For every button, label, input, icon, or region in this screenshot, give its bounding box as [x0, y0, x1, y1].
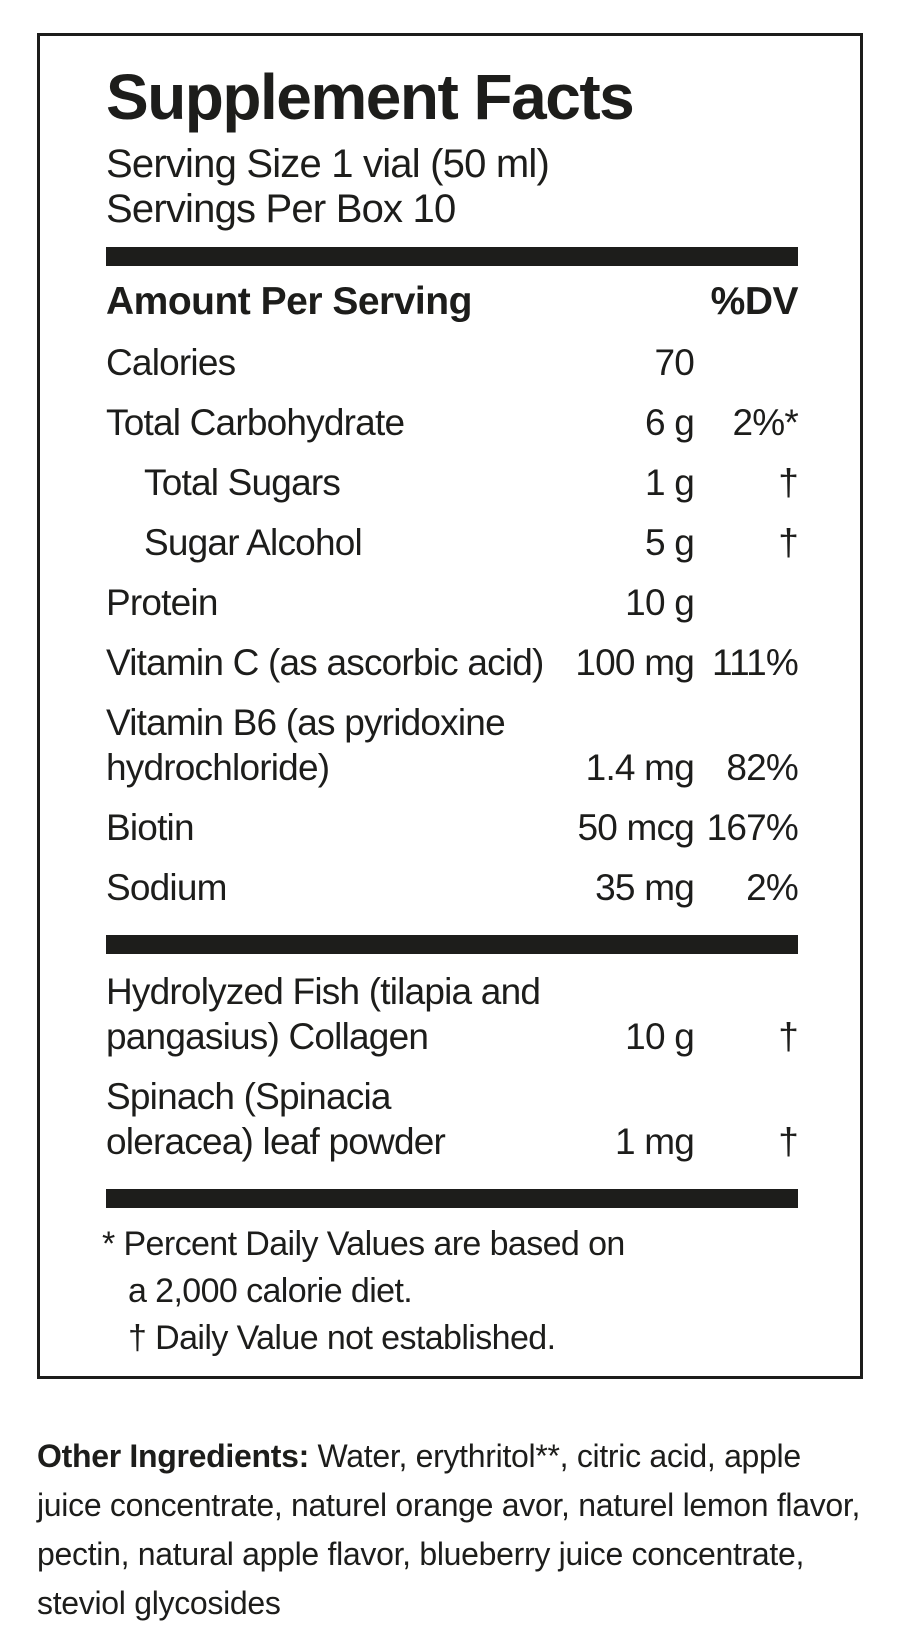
- nutrient-name: Sodium: [106, 867, 227, 908]
- ingredient-name-line1: Spinach (Spinacia: [106, 1076, 391, 1117]
- nutrient-row-biotin: [106, 805, 798, 850]
- divider-bar-bottom: [106, 1189, 798, 1208]
- column-header-row: [106, 279, 798, 325]
- nutrient-amount: 10 g: [625, 582, 694, 623]
- nutrient-name: [106, 700, 566, 790]
- nutrient-amount: 70: [654, 342, 694, 383]
- servings-per-box-line: Servings Per Box 10: [106, 187, 456, 231]
- nutrient-dv: 2%: [746, 867, 798, 908]
- ingredient-row-collagen: [106, 969, 798, 1059]
- footnote-daily-values-line2: a 2,000 calorie diet.: [128, 1272, 413, 1310]
- nutrient-name: Protein: [106, 582, 218, 623]
- dv-header: %DV: [710, 280, 798, 323]
- nutrient-name-line2: hydrochloride): [106, 747, 330, 788]
- nutrient-dv: 167%: [706, 807, 798, 848]
- ingredient-name: [106, 969, 566, 1059]
- nutrient-amount: 5 g: [644, 522, 694, 563]
- other-ingredients-text: Water, erythritol**, citric acid, apple juice concentrate, naturel orange avor, naturel lemon flavor, pectin, natural apple flavor, blueberry juice concentrate, steviol glycosides: [37, 1438, 861, 1621]
- panel-title: Supplement Facts: [106, 61, 634, 133]
- nutrient-row-calories: [106, 340, 798, 385]
- divider-bar-middle: [106, 935, 798, 954]
- nutrient-name: Biotin: [106, 807, 194, 848]
- nutrient-name: Total Carbohydrate: [106, 402, 405, 443]
- nutrient-dv: 111%: [712, 642, 798, 683]
- divider-bar-top: [106, 247, 798, 266]
- nutrient-row-vitamin-b6: [106, 700, 798, 790]
- other-ingredients-paragraph: [37, 1432, 869, 1628]
- nutrient-amount: 100 mg: [575, 642, 694, 683]
- nutrient-row-sodium: [106, 865, 798, 910]
- nutrient-amount: 1.4 mg: [585, 747, 694, 788]
- nutrient-amount: 35 mg: [595, 867, 694, 908]
- nutrient-row-sugar-alcohol: [106, 520, 798, 565]
- nutrient-dv: †: [778, 462, 798, 503]
- ingredient-name-line1: Hydrolyzed Fish (tilapia and: [106, 971, 541, 1012]
- other-ingredients-label: Other Ingredients:: [37, 1438, 309, 1474]
- nutrient-amount: 50 mcg: [577, 807, 694, 848]
- ingredient-amount: 1 mg: [614, 1121, 694, 1162]
- nutrient-row-vitamin-c: [106, 640, 798, 685]
- serving-size-line: Serving Size 1 vial (50 ml): [106, 142, 550, 186]
- ingredient-dv: †: [778, 1121, 798, 1162]
- nutrient-name-line1: Vitamin B6 (as pyridoxine: [106, 702, 505, 743]
- nutrient-row-protein: [106, 580, 798, 625]
- ingredient-amount: 10 g: [625, 1016, 694, 1057]
- nutrient-amount: 6 g: [644, 402, 694, 443]
- ingredient-name: [106, 1074, 566, 1164]
- ingredient-name-line2: oleracea) leaf powder: [106, 1121, 446, 1162]
- amount-per-serving-header: Amount Per Serving: [106, 280, 472, 323]
- nutrient-amount: 1 g: [644, 462, 694, 503]
- ingredient-dv: †: [778, 1016, 798, 1057]
- ingredient-row-spinach: [106, 1074, 798, 1164]
- nutrient-dv: 82%: [726, 747, 798, 788]
- nutrient-name: Sugar Alcohol: [144, 522, 362, 563]
- nutrient-name: Vitamin C (as ascorbic acid): [106, 642, 544, 683]
- nutrient-name: Calories: [106, 342, 236, 383]
- nutrient-dv: 2%*: [732, 402, 798, 443]
- ingredient-name-line2: pangasius) Collagen: [106, 1016, 429, 1057]
- nutrient-row-total-carbohydrate: [106, 400, 798, 445]
- nutrient-dv: †: [778, 522, 798, 563]
- footnote-daily-values-line1: * Percent Daily Values are based on: [102, 1225, 625, 1263]
- supplement-facts-panel: [37, 33, 863, 1379]
- nutrient-row-total-sugars: [106, 460, 798, 505]
- footnote-dv-not-established: † Daily Value not established.: [128, 1319, 556, 1357]
- nutrient-name: Total Sugars: [144, 462, 341, 503]
